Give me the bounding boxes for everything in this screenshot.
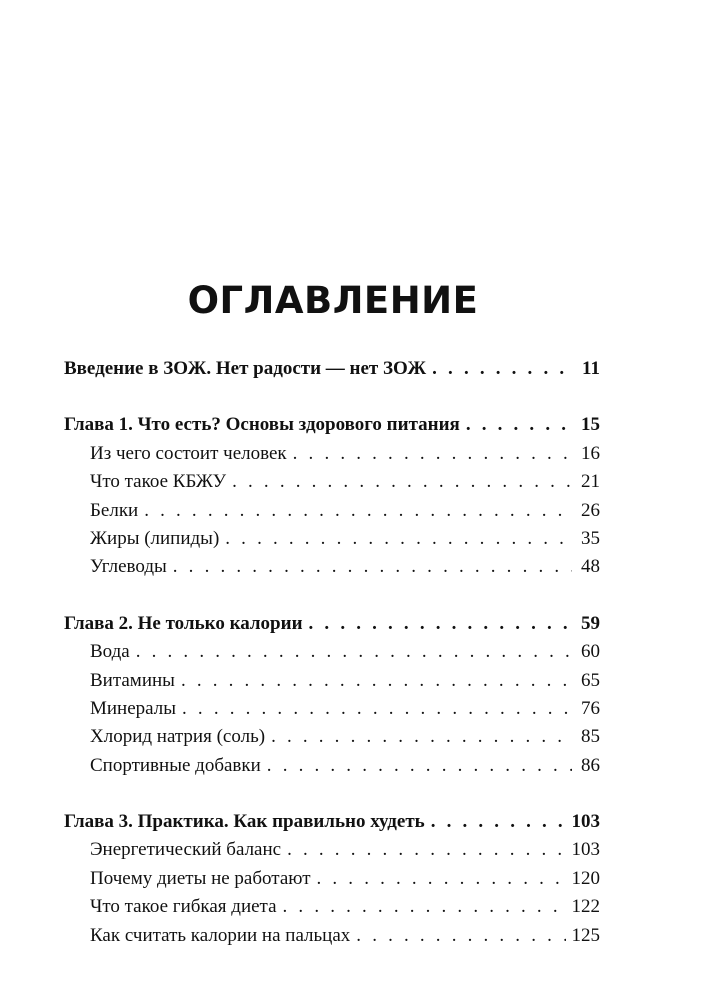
toc-entry-title: Глава 2. Не только калории: [64, 612, 303, 634]
toc-section-chapter-1: [64, 411, 600, 581]
toc-chapter-entry[interactable]: [64, 411, 600, 439]
toc-page-number: 15: [581, 414, 600, 436]
dot-leader: [293, 440, 572, 468]
toc-chapter-entry[interactable]: [64, 355, 600, 383]
dot-leader: [431, 808, 566, 836]
toc-page-number: 125: [571, 924, 600, 946]
toc-entry-title: Введение в ЗОЖ. Нет радости — нет ЗОЖ: [64, 358, 427, 379]
toc-page-number: 86: [581, 754, 600, 776]
toc-subentry[interactable]: [64, 440, 600, 468]
toc-section-chapter-2: [64, 610, 600, 780]
toc-subentry[interactable]: [64, 893, 600, 921]
toc-entry-title: Из чего состоит человек: [90, 442, 287, 464]
toc-entry-title: Белки: [90, 499, 139, 521]
dot-leader: [267, 752, 572, 780]
toc-entry-title: Глава 1. Что есть? Основы здорового питания: [64, 414, 460, 436]
dot-leader: [271, 723, 572, 751]
dot-leader: [225, 525, 572, 553]
toc-page-number: 26: [581, 499, 600, 521]
toc-page-number: 103: [571, 839, 600, 861]
toc-page-number: 103: [571, 811, 600, 833]
dot-leader: [287, 836, 565, 864]
toc-page-number: 122: [571, 896, 600, 918]
toc-subentry[interactable]: [64, 638, 600, 666]
toc-entry-title: Хлорид натрия (соль): [90, 726, 266, 748]
toc-entry-title: Энергетический баланс: [90, 839, 282, 861]
toc-page-number: 85: [581, 726, 600, 748]
dot-leader: [144, 497, 572, 525]
toc-entry-title: Вода: [90, 641, 130, 663]
toc-entry-title: Спортивные добавки: [90, 754, 261, 776]
dot-leader: [136, 638, 572, 666]
toc-page-number: 65: [581, 669, 600, 691]
toc-entry-title: Углеводы: [90, 556, 167, 578]
toc-page-number: 48: [581, 556, 600, 578]
toc-page-number: 76: [581, 697, 600, 719]
toc-subentry[interactable]: [64, 695, 600, 723]
toc-entry-title: Глава 3. Практика. Как правильно худеть: [64, 811, 425, 833]
toc-subentry[interactable]: [64, 525, 600, 553]
toc-subentry[interactable]: [64, 836, 600, 864]
dot-leader: [432, 355, 572, 383]
toc-subentry[interactable]: [64, 553, 600, 581]
toc-subentry[interactable]: [64, 667, 600, 695]
dot-leader: [232, 468, 572, 496]
toc-subentry[interactable]: [64, 865, 600, 893]
toc-entry-title: Что такое КБЖУ: [90, 471, 227, 493]
toc-page-number: 11: [582, 358, 600, 379]
dot-leader: [283, 893, 566, 921]
toc-subentry[interactable]: [64, 752, 600, 780]
toc-entry-title: Минералы: [90, 697, 177, 719]
dot-leader: [182, 695, 572, 723]
toc-page-number: 120: [571, 867, 600, 889]
toc-subentry[interactable]: [64, 922, 600, 950]
dot-leader: [356, 922, 565, 950]
toc-page-number: 59: [581, 612, 600, 634]
toc-page-number: 21: [581, 471, 600, 493]
toc-section-chapter-3: [64, 808, 600, 950]
toc-subentry[interactable]: [64, 723, 600, 751]
dot-leader: [309, 610, 572, 638]
toc-entry-title: Что такое гибкая диета: [90, 896, 277, 918]
dot-leader: [466, 411, 572, 439]
dot-leader: [181, 667, 572, 695]
toc-section-intro: [64, 355, 600, 383]
toc-page-number: 60: [581, 641, 600, 663]
toc-subentry[interactable]: [64, 468, 600, 496]
dot-leader: [173, 553, 572, 581]
toc-page-number: 16: [581, 442, 600, 464]
toc-chapter-entry[interactable]: [64, 808, 600, 836]
toc-entry-title: Почему диеты не работают: [90, 867, 311, 889]
toc-subentry[interactable]: [64, 497, 600, 525]
table-of-contents: [64, 355, 600, 978]
toc-entry-title: Жиры (липиды): [90, 527, 220, 549]
dot-leader: [317, 865, 566, 893]
page-title: ОГЛАВЛЕНИЕ: [187, 278, 479, 322]
toc-page-number: 35: [581, 527, 600, 549]
toc-chapter-entry[interactable]: [64, 610, 600, 638]
toc-entry-title: Витамины: [90, 669, 175, 691]
toc-entry-title: Как считать калории на пальцах: [90, 924, 351, 946]
